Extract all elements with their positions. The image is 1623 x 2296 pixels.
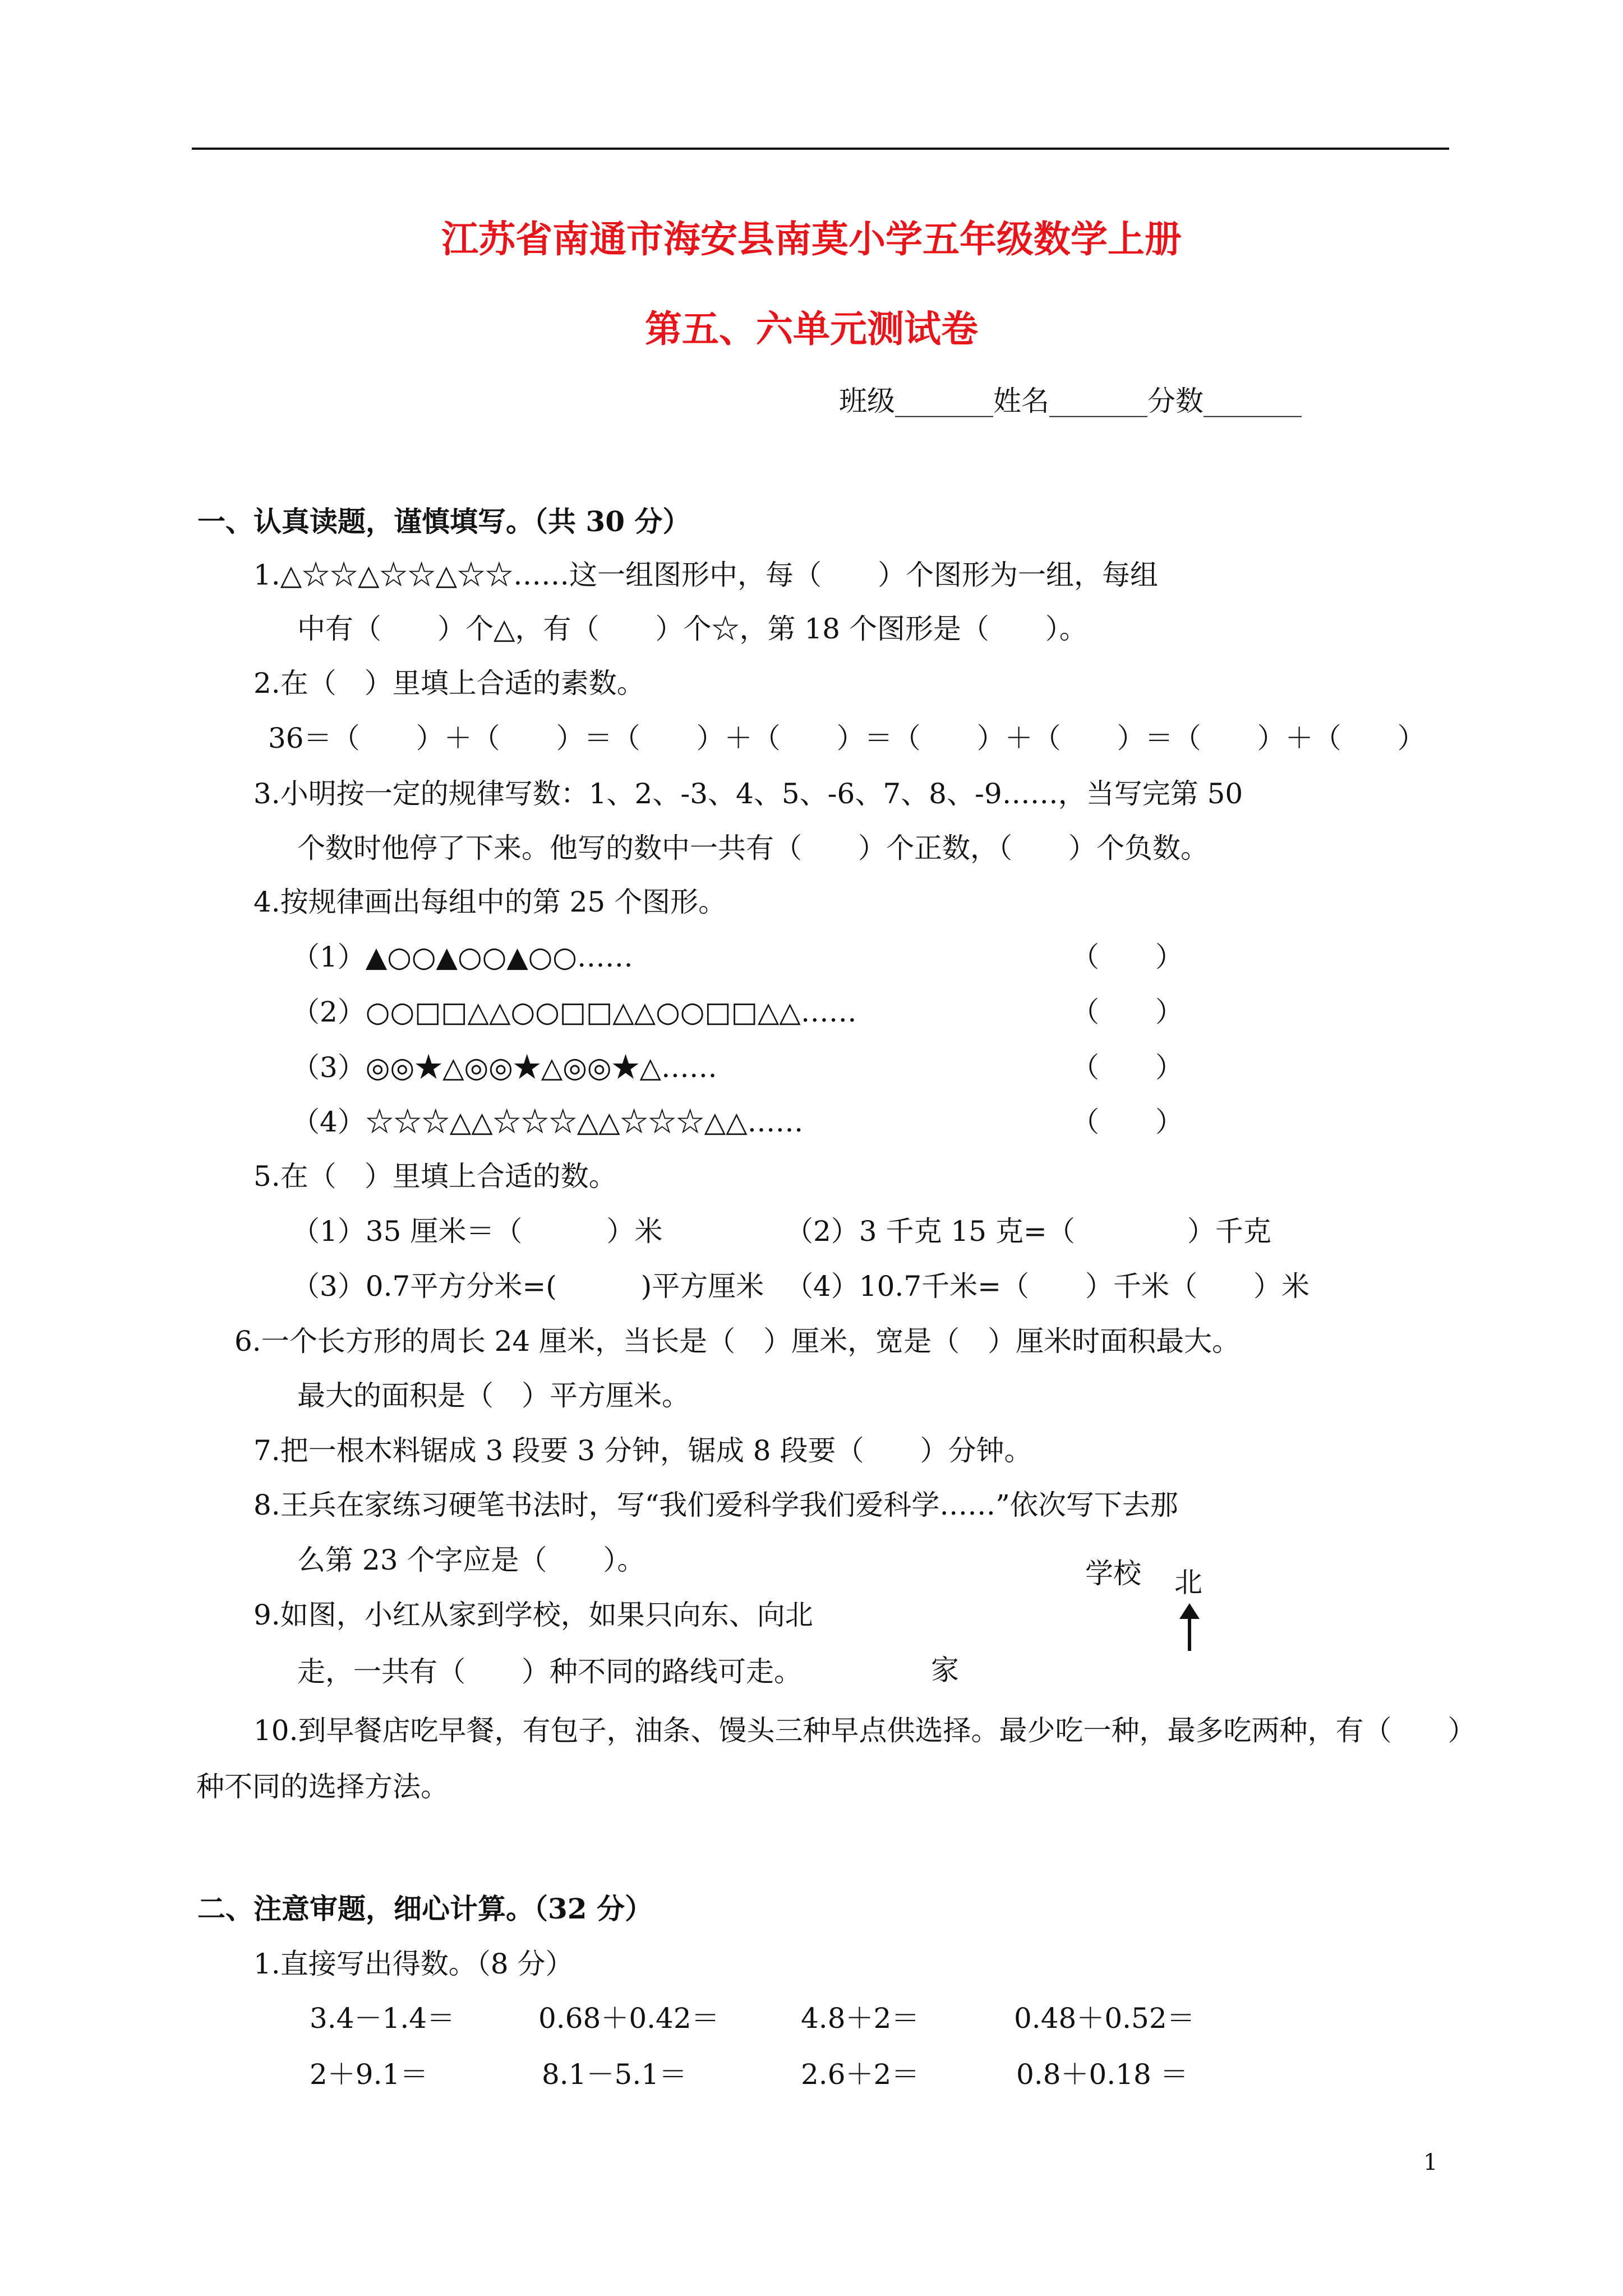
calc-r1-c4: 0.48＋0.52＝ bbox=[1014, 2002, 1195, 2035]
calc-r2-c2: 8.1－5.1＝ bbox=[542, 2058, 688, 2091]
q5-item-4: （4）10.7千米=（ ）千米（ ）米 bbox=[785, 1270, 1310, 1303]
q4-answer-2: （ ） bbox=[1071, 996, 1183, 1028]
q7-line: 7.把一根木料锯成 3 段要 3 分钟，锯成 8 段要（ ）分钟。 bbox=[253, 1434, 1032, 1467]
section2-heading: 二、注意审题，细心计算。（32 分） bbox=[197, 1892, 653, 1925]
q2-line2: 36＝（ ）＋（ ）＝（ ）＋（ ）＝（ ）＋（ ）＝（ ）＋（ ） bbox=[268, 722, 1426, 754]
calc-r2-c4: 0.8＋0.18 ＝ bbox=[1016, 2058, 1188, 2091]
header-rule bbox=[192, 148, 1449, 150]
q4-answer-4: （ ） bbox=[1071, 1106, 1183, 1138]
q4-item-2: （2）○○□□△△○○□□△△○○□□△△…… bbox=[292, 996, 857, 1028]
q4-heading: 4.按规律画出每组中的第 25 个图形。 bbox=[253, 886, 727, 918]
section1-heading: 一、认真读题，谨慎填写。（共 30 分） bbox=[197, 505, 691, 538]
calc-r1-c2: 0.68＋0.42＝ bbox=[538, 2002, 720, 2035]
q8-line1: 8.王兵在家练习硬笔书法时，写“我们爱科学我们爱科学……”依次写下去那 bbox=[253, 1489, 1178, 1521]
q4-answer-1: （ ） bbox=[1071, 941, 1183, 973]
north-arrow-shaft bbox=[1188, 1612, 1191, 1651]
q10-line2: 种不同的选择方法。 bbox=[196, 1770, 449, 1803]
q9-north-label: 北 bbox=[1174, 1566, 1202, 1599]
student-info-line: 班级_______姓名_______分数_______ bbox=[839, 385, 1302, 417]
q8-line2: 么第 23 个字应是（ ）。 bbox=[297, 1544, 645, 1576]
q10-line1: 10.到早餐店吃早餐，有包子，油条、馒头三种早点供选择。最少吃一种，最多吃两种，有（ ） bbox=[253, 1714, 1476, 1747]
q6-line2: 最大的面积是（ ）平方厘米。 bbox=[297, 1379, 690, 1412]
doc-title-line1: 江苏省南通市海安县南莫小学五年级数学上册 bbox=[441, 217, 1182, 261]
q9-school-label: 学校 bbox=[1085, 1557, 1141, 1590]
q5-item-3: （3）0.7平方分米=( )平方厘米 bbox=[292, 1270, 764, 1303]
q9-home-label: 家 bbox=[931, 1654, 959, 1686]
calc-r1-c3: 4.8＋2＝ bbox=[801, 2002, 920, 2035]
q5-heading: 5.在（ ）里填上合适的数。 bbox=[253, 1160, 617, 1193]
q1-line1: 1.△☆☆△☆☆△☆☆……这一组图形中，每（ ）个图形为一组，每组 bbox=[253, 559, 1159, 591]
q3-line2: 个数时他停了下来。他写的数中一共有（ ）个正数，（ ）个负数。 bbox=[297, 832, 1209, 864]
q1-line2: 中有（ ）个△，有（ ）个☆，第 18 个图形是（ ）。 bbox=[297, 613, 1087, 645]
q4-answer-3: （ ） bbox=[1071, 1051, 1183, 1084]
calc-r2-c3: 2.6＋2＝ bbox=[801, 2058, 920, 2091]
q3-line1: 3.小明按一定的规律写数：1、2、-3、4、5、-6、7、8、-9……，当写完第 50 bbox=[253, 777, 1243, 810]
q9-line1: 9.如图，小红从家到学校，如果只向东、向北 bbox=[253, 1599, 813, 1631]
q4-item-4: （4）☆☆☆△△☆☆☆△△☆☆☆△△…… bbox=[292, 1106, 804, 1138]
section2-subheading: 1.直接写出得数。（8 分） bbox=[253, 1948, 574, 1980]
q9-line2: 走，一共有（ ）种不同的路线可走。 bbox=[297, 1655, 802, 1688]
q4-item-1: （1）▲○○▲○○▲○○…… bbox=[292, 941, 633, 973]
doc-title-line2: 第五、六单元测试卷 bbox=[645, 307, 978, 351]
q4-item-3: （3）◎◎★△◎◎★△◎◎★△…… bbox=[292, 1051, 717, 1084]
q5-item-1: （1）35 厘米＝（ ）米 bbox=[292, 1215, 663, 1248]
q2-line1: 2.在（ ）里填上合适的素数。 bbox=[253, 667, 645, 700]
calc-r2-c1: 2＋9.1＝ bbox=[310, 2058, 428, 2091]
q6-line1: 6.一个长方形的周长 24 厘米，当长是（ ）厘米，宽是（ ）厘米时面积最大。 bbox=[234, 1325, 1241, 1358]
calc-r1-c1: 3.4－1.4＝ bbox=[310, 2002, 455, 2035]
page-number: 1 bbox=[1423, 2150, 1438, 2175]
q5-item-2: （2）3 千克 15 克=（ ）千克 bbox=[785, 1215, 1271, 1248]
